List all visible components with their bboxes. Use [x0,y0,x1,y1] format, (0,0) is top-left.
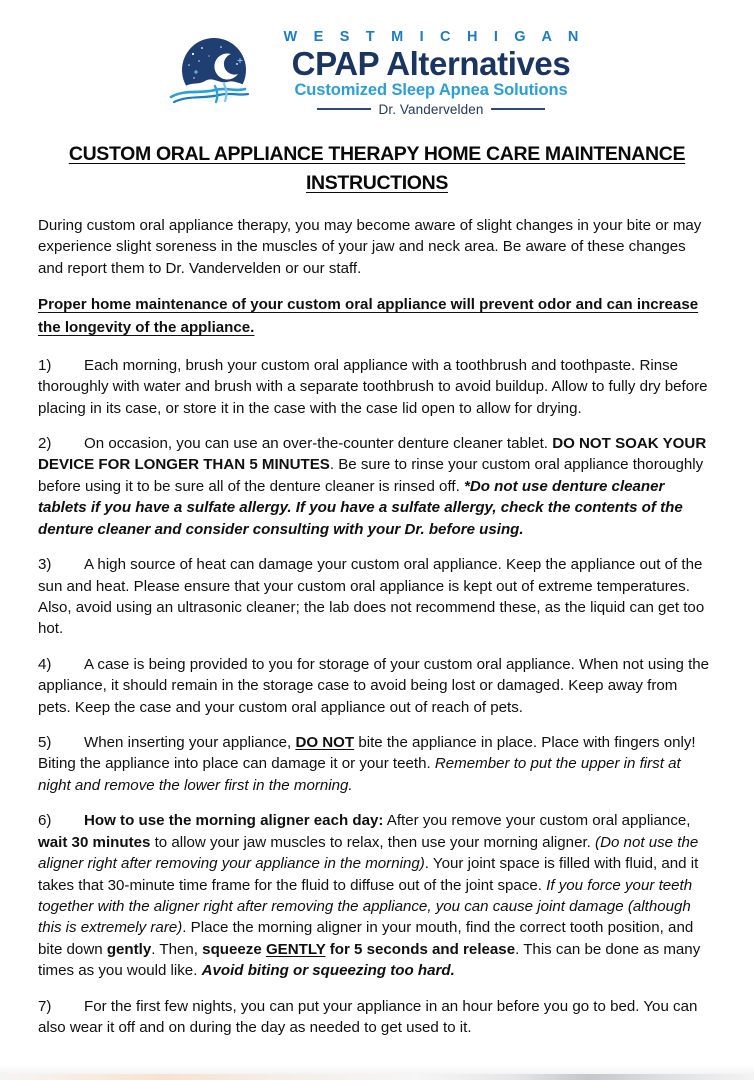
instruction-number: 2) [38,434,52,452]
instruction-item [38,433,714,540]
page-title [57,140,697,199]
instruction-number: 3) [38,556,52,574]
instruction-text-run: When inserting your appliance, [84,734,296,752]
instruction-number: 5) [38,734,52,752]
instruction-text-run: A high source of heat can damage your custom oral appliance. Keep the appliance out of the sun and heat. Please ensure that your custom oral appliance is kept out of extreme temperatures. Also, avoid using an ultrasonic cleaner; the lab does not recommend these, as the liquid can get too hot. [38,556,705,638]
instruction-number: 6) [38,812,52,830]
instruction-text-run: . Place the morning aligner in your mouth, find the correct tooth position, and bite down [38,919,694,958]
instruction-text-run: for 5 seconds and release [325,940,516,958]
instruction-number: 7) [38,997,52,1015]
instruction-list [38,355,714,1039]
instruction-number: 4) [38,655,52,673]
instruction-text-run: DO NOT [295,734,355,752]
logo-wordmark [277,30,584,116]
instruction-text-run: . Your joint space is filled with fluid, and it takes that 30-minute time frame for the fluid to diffuse out of the joint space. [38,855,699,894]
instruction-text-run: Each morning, brush your custom oral appliance with a toothbrush and toothpaste. Rinse thoroughly with water and brush with a separate toothbrush to avoid buildup. Allow to fully dry before placing in its case, or store it in the case with the case lid open to allow for drying. [38,356,708,417]
divider-right [491,108,545,110]
instruction-text-run: squeeze [202,940,266,958]
scan-edge-shadow [0,1064,754,1074]
brand-name: CPAP Alternatives [291,44,571,82]
intro-paragraph: During custom oral appliance therapy, you may become aware of slight changes in your bite or may experience slight soreness in the muscles of your jaw and neck area. Be aware of these changes and report them to Dr. Vandervelden or our staff. [38,216,702,277]
instruction-text-run: to allow your jaw muscles to relax, then use your morning aligner. [150,833,596,851]
instruction-text-run: Remember to put the upper in first at night and remove the lower first in the morning. [38,755,681,794]
instruction-text-run: For the first few nights, you can put your appliance in an hour before you go to bed. You can also wear it off and on during the day as needed to get used to it. [38,997,698,1037]
instruction-text-run: . This can be done as many times as you would like. [38,940,701,980]
instruction-text-run: *Do not use denture cleaner tablets if you have a sulfate allergy. If you have a sulfate allergy, check the contents of the denture cleaner and consider consulting with your Dr. before using. [38,477,683,538]
instruction-text-run: How to use the morning aligner each day: [84,812,384,830]
doctor-name: Dr. Vandervelden [378,101,484,117]
instruction-text-run: A case is being provided to you for storage of your custom oral appliance. When not using the appliance, it should remain in the storage case to avoid being lost or damaged. Keep away from pets. Keep the case and your custom oral appliance out of reach of pets. [38,655,710,716]
instruction-item [38,355,714,419]
divider-left [317,108,371,110]
instruction-text-run: After you remove your custom oral appliance, [383,812,691,830]
letterhead [0,0,754,122]
instruction-text-run: On occasion, you can use an over-the-counter denture cleaner tablet. [84,434,553,452]
night-sky-wave-circle-logo-icon [169,34,263,112]
instruction-text-run: . Be sure to rinse your custom oral appliance thoroughly before using it to be sure all of the denture cleaner is rinsed off. [38,456,704,495]
instruction-item [38,996,714,1039]
section-subheading: Proper home maintenance of your custom oral appliance will prevent odor and can increase the longevity of the appliance. [38,295,699,337]
page-title-line-2: INSTRUCTIONS [305,172,449,195]
brand-tagline: Customized Sleep Apnea Solutions [294,81,568,100]
instruction-text-run: If you force your teeth together with the aligner right after removing the appliance, you can cause joint damage (although this is extremely rare) [38,876,693,937]
instruction-text-run: bite the appliance in place. Place with fingers only! Biting the appliance into place can damage it or your teeth. [38,734,696,773]
instruction-text-run: wait 30 minutes [38,833,151,851]
document-body [0,215,754,1039]
brand-region-label: W E S T M I C H I G A N [283,29,585,45]
instruction-item [38,732,714,796]
scan-edge-strip [0,1074,754,1080]
instruction-text-run: Avoid biting or squeezing too hard. [201,962,455,980]
instruction-text-run: (Do not use the aligner right after removing your appliance in the morning) [38,833,699,873]
instruction-text-run: . Then, [151,940,203,958]
instruction-item [38,654,714,718]
doctor-name-row [277,103,584,117]
instruction-text-run: GENTLY [265,940,326,958]
instruction-item [38,810,714,981]
page-title-line-1: CUSTOM ORAL APPLIANCE THERAPY HOME CARE MAINTENANCE [68,143,686,166]
instruction-number: 1) [38,356,52,374]
instruction-text-run: DO NOT SOAK YOUR DEVICE FOR LONGER THAN 5 MINUTES [38,434,707,474]
instruction-text-run: gently [106,940,152,958]
instruction-item [38,554,714,640]
